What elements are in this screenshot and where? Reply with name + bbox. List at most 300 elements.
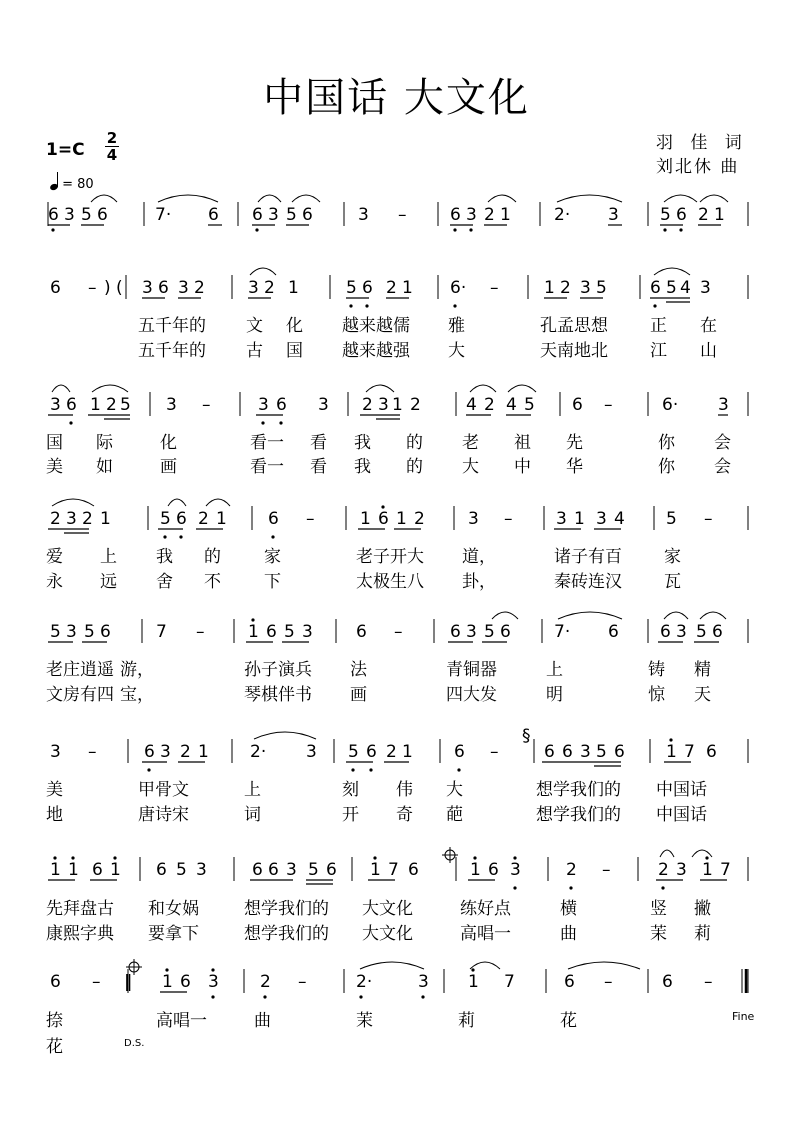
note: 1 [666,742,677,762]
note: 5 [484,622,495,642]
note: 6 [712,622,723,642]
lyric: 卦， [462,572,496,592]
note: 5 [666,509,677,529]
note: 6 [252,205,263,225]
note: 6 [252,860,263,880]
note: 6 [326,860,337,880]
lower-octave-dot [163,535,166,538]
slur [206,499,230,506]
slur [91,195,117,202]
lyric: 上 [546,660,563,680]
lyric: 五千年的 [138,316,206,336]
lyric: 会 [714,433,731,453]
note: 6 [50,278,61,298]
note: 6 [450,622,461,642]
note: 6 [544,742,555,762]
slur [568,962,640,969]
lyric: 游， [120,660,154,680]
note: 6 [276,395,287,415]
lyric: 五千年的 [138,341,206,361]
lyric: 雅 [448,316,465,336]
note: 3 [676,622,687,642]
slur [488,195,516,202]
lower-octave-dot [365,304,368,307]
note: 5 [84,622,95,642]
lyric: 大 [462,457,479,477]
lyric: 伟 [396,780,413,800]
note: 6 [614,742,625,762]
lyric: 你 [658,457,675,477]
note: 7 [388,860,399,880]
lower-octave-dot [453,304,456,307]
note: 1 [402,742,413,762]
segno-icon: § [522,726,531,746]
lyric: 山 [700,341,717,361]
note: 6· [662,395,679,415]
note: 6 [572,395,583,415]
note: – [394,622,403,642]
note: 5 [660,205,671,225]
slur [360,962,424,969]
note: 3 [286,860,297,880]
note: 7· [155,205,172,225]
note: 3 [66,622,77,642]
slur [250,268,276,275]
slur [557,195,622,202]
slur [470,385,496,392]
lower-octave-dot [263,995,266,998]
note: 3 [676,860,687,880]
lyric: 地 [46,805,63,825]
note: 6 [564,972,575,992]
note: 2 [106,395,117,415]
note: 1 [470,860,481,880]
lyric: 孔孟思想 [540,316,608,336]
note: 1 [90,395,101,415]
note: 7 [684,742,695,762]
note: 2 [198,509,209,529]
lyric: 四大发 [446,685,497,705]
lyric: 法 [350,660,367,680]
note: 5 [284,622,295,642]
lyric: 会 [714,457,731,477]
note: 3 [306,742,317,762]
note: 2 [50,509,61,529]
slur [700,612,726,619]
note: 6 [662,972,673,992]
note: 3 [248,278,259,298]
lyric: 先拜盘古 [46,899,114,919]
note: 6 [676,205,687,225]
lyric: 国 [46,433,63,453]
note: 5 [348,742,359,762]
lyric: 祖 [514,433,531,453]
ds-marking: D.S. [124,1038,145,1049]
upper-octave-dot [113,856,116,859]
note: 2 [386,278,397,298]
note: 3 [268,205,279,225]
note: 6 [176,509,187,529]
note: 3 [166,395,177,415]
lower-octave-dot [279,421,282,424]
note: – [88,742,97,762]
lyric: 越来越儒 [342,316,410,336]
note: 7 [504,972,515,992]
lyric: 老 [462,433,479,453]
note: – [604,395,613,415]
note: 1 [702,860,713,880]
note: 4 [466,395,477,415]
upper-octave-dot [471,968,474,971]
slur [258,195,281,202]
lyric: 青铜器 [446,660,497,680]
note: 6 [180,972,191,992]
lyric: 竖 [650,899,667,919]
note: 3 [50,742,61,762]
lyric: 大文化 [362,899,413,919]
lyric: 老庄逍遥 [46,660,114,680]
note: 2 [410,395,421,415]
lyric: 葩 [446,805,463,825]
note: 3 [358,205,369,225]
lyric: 莉 [458,1011,475,1031]
note: 3 [142,278,153,298]
note: 6 [92,860,103,880]
lower-octave-dot [359,995,362,998]
note: – [504,509,513,529]
lyric: 下 [264,572,281,592]
note: 3 [178,278,189,298]
lyric: 想学我们的 [536,805,621,825]
note: 1 [544,278,555,298]
note: 1 [500,205,511,225]
note: 1 [100,509,111,529]
note: 6 [50,972,61,992]
lyric: 横 [560,899,577,919]
lyric: 上 [100,547,117,567]
lyric: 看 [310,457,327,477]
score-symbol: ( [116,278,123,298]
lyric: 精 [694,660,711,680]
note: 6 [208,205,219,225]
lower-octave-dot [271,535,274,538]
lower-octave-dot [653,304,656,307]
lyric: 诸子有百 [554,547,622,567]
note: 5 [596,742,607,762]
lower-octave-dot [369,768,372,771]
tempo-value: = 80 [62,177,94,192]
lyric: 你 [658,433,675,453]
lyric: 曲 [254,1011,271,1031]
note: 2· [554,205,571,225]
note: 6 [366,742,377,762]
lyric: 捺 [46,1011,63,1031]
slur [470,962,500,969]
slur [366,385,394,392]
lyric: 康熙字典 [46,924,114,944]
slur [692,850,712,857]
note: 2 [658,860,669,880]
note: 4 [680,278,691,298]
note: 2 [194,278,205,298]
note: 6 [48,205,59,225]
lyric: 词 [244,805,261,825]
upper-octave-dot [705,856,708,859]
note: 5 [666,278,677,298]
note: 2 [264,278,275,298]
note: 1 [370,860,381,880]
note: 1 [396,509,407,529]
note: 7 [720,860,731,880]
note: 6 [100,622,111,642]
note: 5 [524,395,535,415]
composer-credit: 刘北休 曲 [656,157,740,177]
lyric: 的 [406,457,423,477]
lower-octave-dot [51,228,54,231]
note: 1 [402,278,413,298]
lyric: 天 [694,685,711,705]
note: – [704,972,713,992]
note: 2 [260,972,271,992]
note: 2 [698,205,709,225]
lyric: 茉 [356,1011,373,1031]
note: 6 [158,278,169,298]
slur [660,850,674,857]
lyric: 琴棋伴书 [244,685,312,705]
note: 1 [162,972,173,992]
lyric: 越来越强 [342,341,410,361]
note: 1 [468,972,479,992]
note: 3 [302,622,313,642]
note: 1 [360,509,371,529]
note: 2 [484,205,495,225]
note: 6 [156,860,167,880]
note: 2 [566,860,577,880]
note: 1 [714,205,725,225]
note: 1 [216,509,227,529]
lyric: 开 [342,805,359,825]
lyric: 想学我们的 [244,924,329,944]
note: 5 [286,205,297,225]
note: 5 [696,622,707,642]
lyric: 高唱一 [460,924,511,944]
note: – [602,860,611,880]
note: 2 [82,509,93,529]
note: 6 [144,742,155,762]
note: 6 [302,205,313,225]
lyricist-credit: 羽 佳 词 [656,133,748,153]
lower-octave-dot [457,768,460,771]
lyric: 在 [700,316,717,336]
lower-octave-dot [349,304,352,307]
lyric: 大文化 [362,924,413,944]
lyric: 老子开大 [356,547,424,567]
note: 5 [81,205,92,225]
note: 5 [50,622,61,642]
lyric: 中国话 [656,805,707,825]
time-signature-bottom: 4 [106,146,118,164]
note: 1 [392,395,403,415]
note: 6 [650,278,661,298]
note: 6 [97,205,108,225]
lyric: 想学我们的 [536,780,621,800]
note: 5 [308,860,319,880]
note: 1 [198,742,209,762]
lower-octave-dot [421,995,424,998]
note: 7· [554,622,571,642]
lyric: 不 [204,572,221,592]
lower-octave-dot [469,228,472,231]
lyric: 家 [664,547,681,567]
lyric: 永 [46,572,63,592]
note: 2 [180,742,191,762]
note: 2· [356,972,373,992]
note: 6 [608,622,619,642]
note: 5 [596,278,607,298]
lyric: 画 [350,685,367,705]
note: – [88,278,97,298]
lyric: 中 [514,457,531,477]
upper-octave-dot [211,968,214,971]
note: – [704,509,713,529]
lower-octave-dot [513,886,516,889]
lyric: 孙子演兵 [244,660,312,680]
lyric: 看一 [250,457,284,477]
slur [508,385,536,392]
lyric: 铸 [648,660,665,680]
lyric: 大 [448,341,465,361]
note: ) [104,278,111,298]
lyric: 的 [204,547,221,567]
lyric: 家 [264,547,281,567]
lyric: 我 [156,547,173,567]
lower-octave-dot [255,228,258,231]
lower-octave-dot [147,768,150,771]
slur [254,732,316,739]
note: 6 [268,509,279,529]
slur [158,195,218,202]
upper-octave-dot [53,856,56,859]
note: 3 [160,742,171,762]
note: 3 [700,278,711,298]
note: 1 [110,860,121,880]
note: 6 [268,860,279,880]
note: 3 [50,395,61,415]
note: 6 [378,509,389,529]
note: 3 [64,205,75,225]
note: 3 [580,742,591,762]
upper-octave-dot [669,738,672,741]
slur [664,612,688,619]
lyric: 宝， [120,685,154,705]
lyric: 太极生八 [356,572,424,592]
note: 3 [378,395,389,415]
note: 4 [506,395,517,415]
note: 2 [414,509,425,529]
upper-octave-dot [473,856,476,859]
lyric: 文房有四 [46,685,114,705]
lower-octave-dot [211,995,214,998]
lyric: 上 [244,780,261,800]
note: 2 [560,278,571,298]
lyric: 天南地北 [540,341,608,361]
note: 3 [580,278,591,298]
note: 3 [208,972,219,992]
note: 3 [318,395,329,415]
lyric: 舍 [156,572,173,592]
slur [654,268,690,275]
lyric: 花 [560,1011,577,1031]
note: 3 [510,860,521,880]
slur [292,195,320,202]
slur [700,195,728,202]
lyric: 江 [650,341,667,361]
lyric: 化 [160,433,177,453]
note: 6 [488,860,499,880]
lower-octave-dot [661,886,664,889]
slur [52,499,94,506]
key-signature: 1=C [46,140,85,160]
lyric: 茉 [650,924,667,944]
note: 3 [66,509,77,529]
note: – [490,742,499,762]
lyric: 看 [310,433,327,453]
lyric: 爱 [46,547,63,567]
lyric: 我 [354,433,371,453]
lyric: 甲骨文 [138,780,189,800]
note: 6 [500,622,511,642]
note: 6 [266,622,277,642]
upper-octave-dot [251,618,254,621]
note: 1 [574,509,585,529]
lyric: 正 [650,316,667,336]
note: 6 [450,205,461,225]
note: 5 [120,395,131,415]
lyric: 练好点 [460,899,511,919]
lower-octave-dot [569,886,572,889]
note: 3 [718,395,729,415]
note: 2 [386,742,397,762]
slur [52,385,70,392]
lower-octave-dot [261,421,264,424]
lyric: 道， [462,547,496,567]
note: – [298,972,307,992]
note: 5 [176,860,187,880]
upper-octave-dot [381,505,384,508]
lyric: 画 [160,457,177,477]
lyric: 曲 [560,924,577,944]
note: 6 [356,622,367,642]
fine-marking: Fine [732,1010,755,1023]
upper-octave-dot [513,856,516,859]
note: 5 [346,278,357,298]
slur [558,612,622,619]
note: 3 [466,622,477,642]
lyric: 秦砖连汉 [554,572,622,592]
lower-octave-dot [453,228,456,231]
note: 1 [248,622,259,642]
lyric: 远 [100,572,117,592]
note: 1 [288,278,299,298]
upper-octave-dot [165,968,168,971]
lower-octave-dot [351,768,354,771]
note: 4 [614,509,625,529]
lyric: 撇 [694,899,711,919]
lyric: 奇 [396,805,413,825]
slur [92,385,128,392]
lyric: 唐诗宋 [138,805,189,825]
lyric: 化 [286,316,303,336]
